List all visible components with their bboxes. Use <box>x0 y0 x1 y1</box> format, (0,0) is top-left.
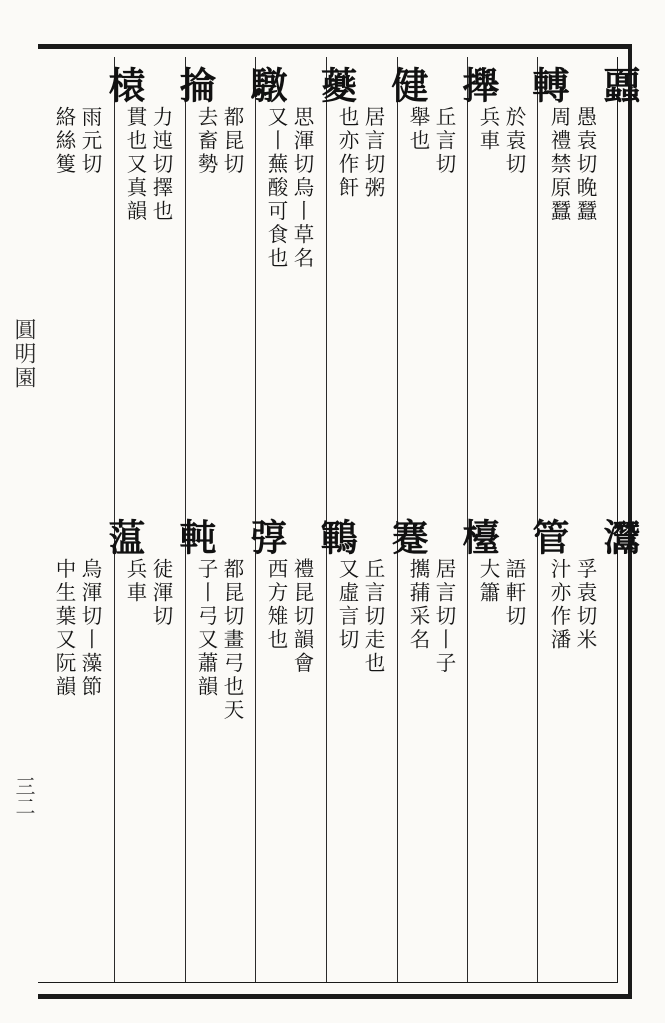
gloss-line: 丘言切走也 <box>361 558 385 676</box>
gloss-line: 思渾切烏丨草名 <box>290 106 314 271</box>
gloss-line: 力迍切擇也 <box>149 106 173 224</box>
gloss-line: 愚袁切晚蠶 <box>573 106 597 224</box>
gloss-line: 都昆切 <box>220 106 244 177</box>
headword: 𧃍 <box>314 66 358 103</box>
gloss-line: 居言切粥 <box>361 106 385 200</box>
headword: 檯 <box>456 518 500 555</box>
gloss-line: 丘言切 <box>432 106 456 177</box>
gloss-line: 子丨弓又蕭韻 <box>194 558 218 699</box>
gloss-line: 雨元切 <box>78 106 102 177</box>
gloss-line: 𢹂蒱采名 <box>406 558 430 652</box>
headword: 掄 <box>173 66 217 103</box>
gloss <box>51 558 103 699</box>
headword: 鶤 <box>314 518 358 555</box>
gloss-line: 汁亦作潘 <box>547 558 571 652</box>
gloss-line: 都昆切畫弓也天 <box>220 558 244 723</box>
gloss-line: 禮昆切韻會 <box>290 558 314 676</box>
gloss-line: 西方雉也 <box>264 558 288 652</box>
headword: 弴 <box>244 518 288 555</box>
gloss-line: 中生葉又阮韻 <box>52 558 76 699</box>
dictionary-entry <box>51 518 145 699</box>
headword: 𨍭 <box>526 66 570 103</box>
gloss-line: 烏渾切丨藻節 <box>78 558 102 699</box>
headword: 灊 <box>597 518 641 555</box>
gloss-line: 絡絲篗 <box>52 106 76 177</box>
gloss-line: 徒渾切 <box>149 558 173 629</box>
gloss-line: 兵車 <box>123 558 147 605</box>
headword: 蹇 <box>385 518 429 555</box>
gloss-line: 居言切丨子 <box>432 558 456 676</box>
headword: 蕰 <box>102 518 146 555</box>
margin-title: 圓明園 <box>11 318 36 390</box>
headword: 蠠 <box>597 66 641 103</box>
gloss-line: 語軒切 <box>502 558 526 629</box>
gloss-line: 於袁切 <box>502 106 526 177</box>
headword: 管 <box>526 518 570 555</box>
headword: 驐 <box>244 66 288 103</box>
gloss-line: 孚袁切米 <box>573 558 597 652</box>
gloss-line: 兵車 <box>476 106 500 153</box>
gloss-line: 又丨蕪酸可食也 <box>264 106 288 271</box>
gloss-line: 又虛言切 <box>335 558 359 652</box>
gloss-line: 周禮禁原蠶 <box>547 106 571 224</box>
gloss-line: 舉也 <box>406 106 430 153</box>
headword: 榬 <box>102 66 146 103</box>
gloss <box>51 106 103 177</box>
gloss-line: 貫也又真韻 <box>123 106 147 224</box>
dictionary-entry <box>51 66 145 177</box>
margin-page-number: 三二 <box>12 776 36 816</box>
gloss-line: 去畜勢 <box>194 106 218 177</box>
gloss-line: 大簫 <box>476 558 500 605</box>
headword: 攑 <box>456 66 500 103</box>
headword: 軘 <box>173 518 217 555</box>
gloss-line: 也亦作飦 <box>335 106 359 200</box>
headword: 健 <box>385 66 429 103</box>
